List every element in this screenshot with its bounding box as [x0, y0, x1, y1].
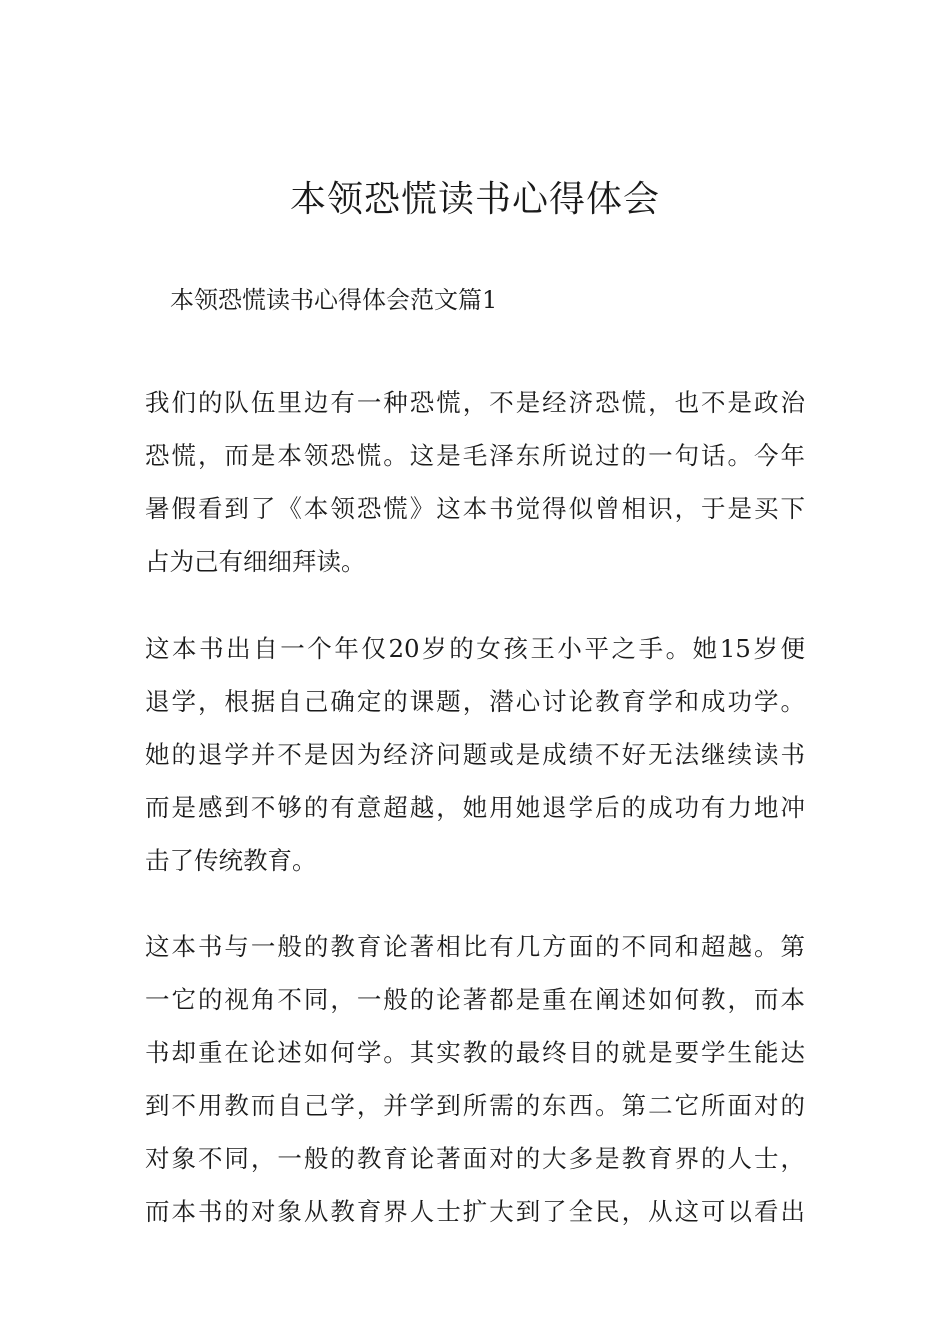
- paragraph-line: 恐慌，而是本领恐慌。这是毛泽东所说过的一句话。今年: [145, 441, 805, 470]
- paragraph-line: 占为己有细细拜读。: [145, 547, 366, 576]
- document-subtitle: 本领恐慌读书心得体会范文篇1: [170, 286, 498, 314]
- paragraph-line: 退学，根据自己确定的课题，潜心讨论教育学和成功学。: [145, 687, 805, 716]
- paragraph-line: 暑假看到了《本领恐慌》这本书觉得似曾相识，于是买下: [145, 494, 805, 523]
- paragraph-3: [145, 920, 805, 1238]
- paragraph-line: 对象不同，一般的教育论著面对的大多是教育界的人士，: [145, 1144, 805, 1173]
- paragraph-line: 她的退学并不是因为经济问题或是成绩不好无法继续读书: [145, 740, 805, 769]
- paragraph-line: 击了传统教育。: [145, 846, 317, 875]
- paragraph-1: [145, 376, 805, 588]
- paragraph-line: 书却重在论述如何学。其实教的最终目的就是要学生能达: [145, 1038, 805, 1067]
- document-title: 本领恐慌读书心得体会: [289, 179, 660, 220]
- paragraph-2: [145, 622, 805, 887]
- paragraph-line: 我们的队伍里边有一种恐慌，不是经济恐慌，也不是政治: [145, 388, 805, 417]
- paragraph-line: 这本书与一般的教育论著相比有几方面的不同和超越。第: [145, 932, 805, 961]
- paragraph-line: 到不用教而自己学，并学到所需的东西。第二它所面对的: [145, 1091, 805, 1120]
- paragraph-line: 而本书的对象从教育界人士扩大到了全民，从这可以看出: [145, 1197, 805, 1226]
- paragraph-line: 而是感到不够的有意超越，她用她退学后的成功有力地冲: [145, 793, 805, 822]
- paragraph-line: 一它的视角不同，一般的论著都是重在阐述如何教，而本: [145, 985, 805, 1014]
- paragraph-line: 这本书出自一个年仅20岁的女孩王小平之手。她15岁便: [145, 634, 805, 663]
